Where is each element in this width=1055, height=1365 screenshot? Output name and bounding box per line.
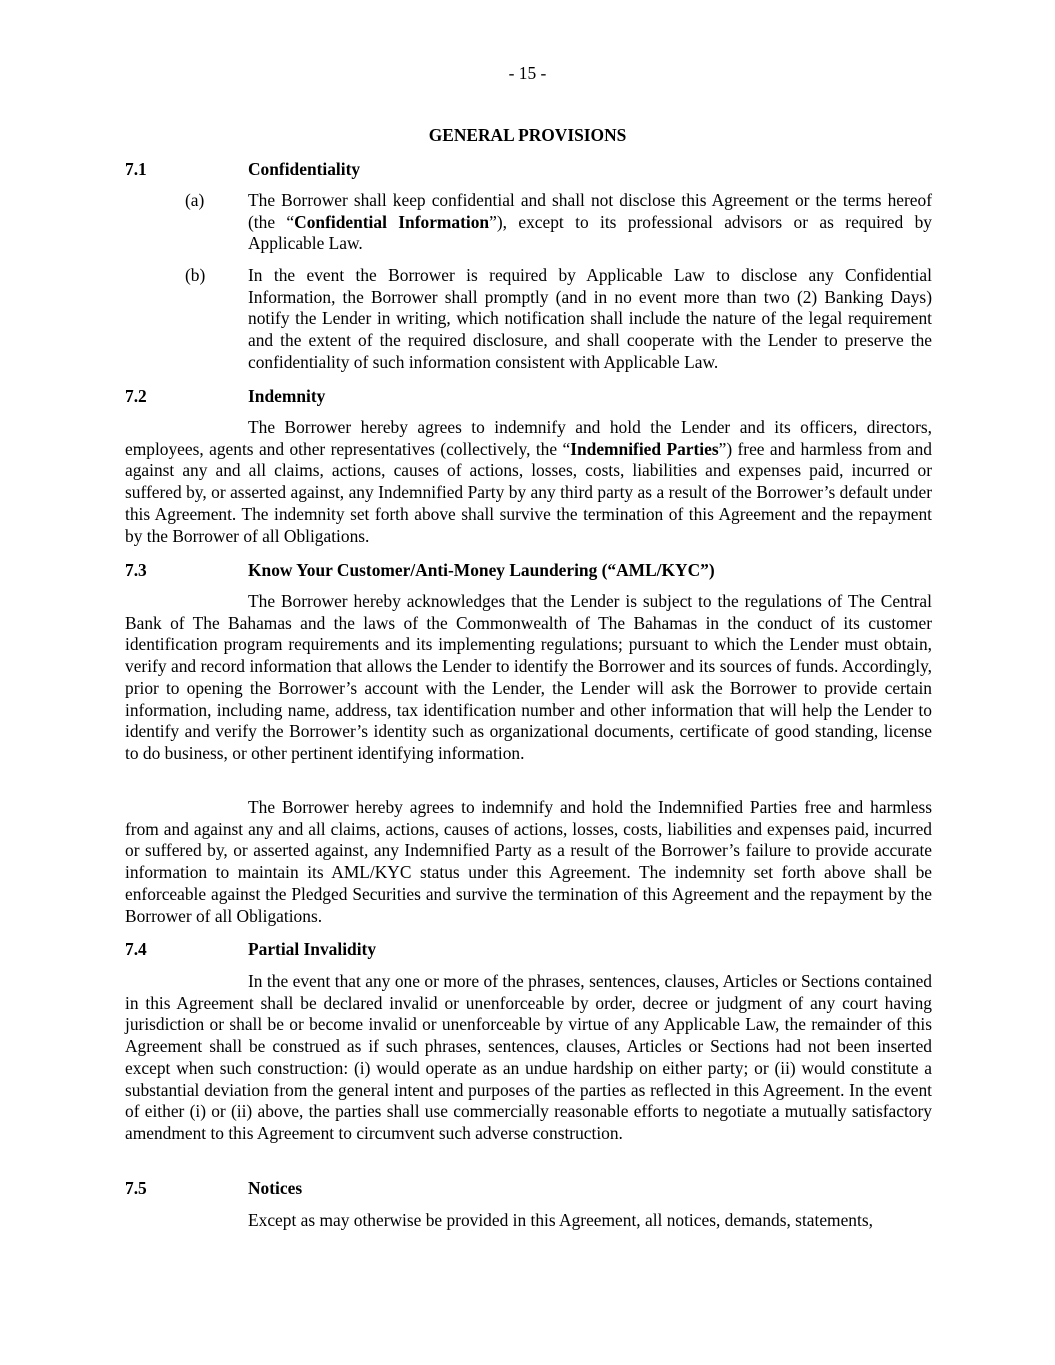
clause-text-part: The Borrower shall keep confidential and shall not disclose this Agreement or the terms hereof (the “ [248,190,932,232]
clause-text-part: ”), except to its professional advisors or as required by Applicable Law. [248,211,932,254]
section-title: Confidentiality [248,159,361,179]
paragraph-aml-kyc-1: The Borrower hereby acknowledges that the Lender is subject to the regulations of The Central Bank of The Bahamas and the laws of the Commonwealth of The Bahamas in the conduct of its customer identification program requirements and its implementing regulations; pursuant to which the Lender must obtain, verify and record information that allows the Lender to identify the Borrower and its sources of funds. Accordingly, prior to opening the Borrower’s account with the Lender, the Lender will ask the Borrower to provide certain information, including name, address, tax identification number and other information that will help the Lender to identify and verify the Borrower’s identity such as organizational documents, certificate of good standing, license to do business, or other pertinent identifying information. [125,591,932,763]
section-number: 7.5 [125,1178,147,1198]
clause-7-1-b [185,265,932,374]
section-number: 7.4 [125,939,147,959]
paragraph-text-part: The Borrower hereby agrees to indemnify and hold the Lender and its officers, directors, employees, agents and other representatives (collectively, the “ [125,417,932,459]
paragraph-notices: Except as may otherwise be provided in this Agreement, all notices, demands, statements, [248,1210,873,1230]
paragraph-aml-kyc-2: The Borrower hereby agrees to indemnify and hold the Indemnified Parties free and harmless from and against any and all claims, actions, causes of actions, losses, costs, liabilities and expenses paid, incurred or suffered by, or asserted against, any Indemnified Party as a result of the Borrower’s failure to provide accurate information to maintain its AML/KYC status under this Agreement. The indemnity set forth above shall be enforceable against the Pledged Securities and survive the termination of this Agreement and the repayment by the Borrower of all Obligations. [125,797,932,926]
defined-term: Indemnified Parties [570,438,719,459]
clause-label: (a) [185,190,205,210]
page-number: - 15 - [508,63,547,83]
section-number: 7.2 [125,386,147,406]
paragraph-text-part: ”) free and harmless from and against any and all claims, actions, causes of actions, losses, costs, liabilities and expenses paid, incurred or suffered by, or asserted against, any Indemnified Party by any third party as a result of the Borrower’s default under this Agreement. The indemnity set forth above shall survive the termination of this Agreement and the repayment by the Borrower of all Obligations. [125,438,932,546]
section-title: Indemnity [248,386,326,406]
section-title: Know Your Customer/Anti-Money Laundering (“AML/KYC”) [248,560,715,580]
defined-term: Confidential Information [294,211,490,232]
paragraph-partial-invalidity: In the event that any one or more of the phrases, sentences, clauses, Articles or Sections contained in this Agreement shall be declared invalid or unenforceable by order, decree or judgment of any court having jurisdiction or shall be or become invalid or unenforceable by virtue of any Applicable Law, the remainder of this Agreement shall be construed as if such phrases, sentences, clauses, Articles or Sections had not been inserted except when such construction: (i) would operate as an undue hardship on either party; or (ii) would constitute a substantial deviation from the general intent and purposes of the parties as reflected in this Agreement. In the event of either (i) or (ii) above, the parties shall use commercially reasonable efforts to negotiate a mutually satisfactory amendment to this Agreement to circumvent such adverse construction. [125,971,932,1143]
section-title: Partial Invalidity [248,939,377,959]
section-number: 7.1 [125,159,147,179]
section-title: Notices [248,1178,303,1198]
clause-label: (b) [185,265,206,285]
section-number: 7.3 [125,560,147,580]
clause-text [248,190,932,255]
clause-text: In the event the Borrower is required by Applicable Law to disclose any Confidential Information, the Borrower shall promptly (and in no event more than two (2) Banking Days) notify the Lender in writing, which notification shall include the nature of the legal requirement and the extent of the required disclosure, and shall cooperate with the Lender to preserve the confidentiality of such information consistent with Applicable Law. [248,265,932,372]
clause-7-1-a [185,190,932,255]
paragraph-indemnity [125,417,932,547]
article-title: GENERAL PROVISIONS [428,125,627,145]
